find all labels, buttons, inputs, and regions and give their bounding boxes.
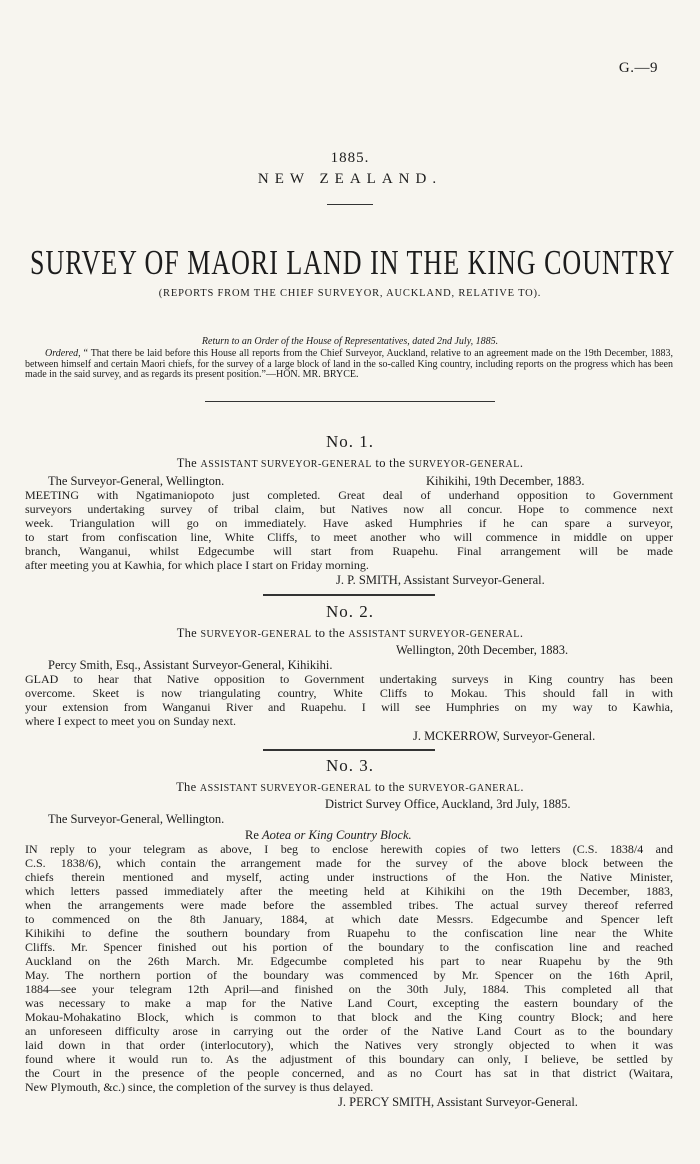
body-line: IN reply to your telegram as above, I beg to enclose herewith copies of two letters (C.S. 1838/4 and [25,842,673,856]
body-line: New Plymouth, &c.) since, the completion of the survey is thus delayed. [25,1080,374,1094]
body-line: when the arrangements were made before the assembled tribes. The actual survey thereof referred [25,898,673,912]
letter-place-date: Wellington, 20th December, 1883. [396,643,569,657]
body-line: Auckland on the 26th March. Mr. Edgecumbe completed his part to near Ruapehu by the 9th [25,954,673,968]
body-line: the Court in the presence of the people concerned, and as no Court has sat in that district (Waitara, [25,1066,673,1080]
body-line: your extension from Wanganui River and Ruapehu. I will see Humphries on my way to Kawhia, [25,700,673,714]
letter-from: ASSISTANT SURVEYOR-GENERAL [199,783,372,794]
divider-rule [327,204,373,205]
signature-title: Assistant Surveyor-General. [436,1095,578,1109]
signature-name: J. P. SMITH, [336,573,401,587]
body-line: GLAD to hear that Native opposition to Government undertaking surveys in King country has been [25,672,673,686]
letter-number: No. 2. [325,602,375,621]
parliamentary-paper-ref: G.—9 [618,60,658,76]
signature-name: J. PERCY SMITH, [338,1095,435,1109]
letter-subject [245,828,412,843]
letter-addressee: Percy Smith, Esq., Assistant Surveyor-General, Kihikihi. [48,658,333,672]
body-line: where I expect to meet you on Sunday next. [25,714,236,728]
body-line: Kihikihi to define the southern boundary from Ruapehu to the confiscation line near the White [25,926,673,940]
divider-rule [263,594,435,596]
paper-year: 1885. [330,150,370,166]
letter-addressee: The Surveyor-General, Wellington. [48,812,225,826]
mover-name: —HON. MR. BRYCE. [265,369,359,381]
ordered-label: Ordered, [45,348,81,359]
letter-from: ASSISTANT SURVEYOR-GENERAL [200,459,372,470]
signature [338,1095,578,1110]
body-line: Mokau-Mohakatino Block, which is common to that block and the King country Block; and here [25,1010,673,1024]
signature-title: Surveyor-General. [502,729,596,743]
body-line: MEETING with Ngatimaniopoto just completed. Great deal of underhand opposition to Government [25,488,673,502]
body-line: found where it would run to. As the adjustment of this boundary can only, I believe, be settled by [25,1052,673,1066]
body-line: was necessary to make a map for the Native Land Court, excepting the eastern boundary of the [25,996,673,1010]
body-line: week. Triangulation will go on immediately. Have asked Humphries if he can spare a surveyor, [25,516,673,530]
letter-number: No. 1. [325,432,375,451]
document-subtitle: (REPORTS FROM THE CHIEF SURVEYOR, AUCKLAND, RELATIVE TO). [158,288,542,299]
document-title: SURVEY OF MAORI LAND IN THE KING COUNTRY [30,243,676,283]
signature-name: J. MCKERROW, [413,729,500,743]
body-line: C.S. 1838/6), which contain the arrangement made for the survey of the above block between the [25,856,673,870]
divider-rule [263,749,435,751]
letter-to: SURVEYOR-GENERAL [408,459,520,470]
ordered-paragraph [25,349,673,381]
letter-number: No. 3. [325,756,375,775]
letter-heading: The SURVEYOR-GENERAL to the ASSISTANT SURVEYOR-GENERAL. [176,626,524,640]
body-line: to start from confiscation line, White Cliffs, to meet another who will commence in middle on upper [25,530,673,544]
body-line: branch, Wanganui, whilst Edgecumbe will start from Ruapehu. Final arrangement will be made [25,544,673,558]
signature [413,729,595,744]
body-line: an unforeseen difficulty arose in carrying out the order of the Native Land Court as to the boundary [25,1024,673,1038]
letter-heading: The ASSISTANT SURVEYOR-GENERAL to the SURVEYOR-GENERAL. [176,456,524,470]
body-line: surveyors undertaking survey of tribal claim, but Natives now all concur. Hope to commence next [25,502,673,516]
body-line: Cliffs. Mr. Spencer finished out his portion of the boundary to the confiscation line and reached [25,940,673,954]
subject-text: Aotea or King Country Block. [262,828,412,842]
signature-title: Assistant Surveyor-General. [403,573,545,587]
body-line: after meeting you at Kawhia, for which place I start on Friday morning. [25,558,369,572]
letter-to: SURVEYOR-GANERAL [408,783,521,794]
body-line: 1884—see your telegram 12th April—and finished on the 30th July, 1884. This completed all that [25,982,673,996]
body-line: May. The northern portion of the boundary was commenced by Mr. Spencer on the 16th April, [25,968,673,982]
country-heading: NEW ZEALAND. [257,171,443,187]
letter-heading: The ASSISTANT SURVEYOR-GENERAL to the SURVEYOR-GANERAL. [176,780,524,794]
body-line: which letters passed immediately after the meeting held at Kihikihi on the 19th December, 1883, [25,884,673,898]
body-line: to commenced on the 8th January, 1884, at which date Messrs. Edgecumbe and Spencer left [25,912,673,926]
letter-addressee: The Surveyor-General, Wellington. [48,474,225,488]
signature [336,573,545,588]
body-line: overcome. Skeet is now triangulating country, White Cliffs to Mokau. This should fall in with [25,686,673,700]
letter-to: ASSISTANT SURVEYOR-GENERAL [348,629,520,640]
subject-prefix: Re [245,828,259,842]
letter-place-date: District Survey Office, Auckland, 3rd July, 1885. [325,797,571,811]
ordered-text: “ That there be laid before this House all reports from the Chief Surveyor, Auckland, relative to an agreement made on the 19th December, 1883, between himself and certain Maori chiefs, for the survey of a large block of land in the so-called King country, including reports on the progress which has been made in the said survey, and as regards its present position.” [25,348,674,381]
letter-from: SURVEYOR-GENERAL [200,629,312,640]
letter-place-date: Kihikihi, 19th December, 1883. [426,474,585,488]
divider-rule [205,401,495,402]
body-line: chiefs therein mentioned and myself, acting under instructions of the Hon. the Native Minister, [25,870,673,884]
return-order-line: Return to an Order of the House of Representatives, dated 2nd July, 1885. [201,336,499,347]
body-line: laid down in that order (interlocutory), which the Natives very strongly objected to when it was [25,1038,673,1052]
